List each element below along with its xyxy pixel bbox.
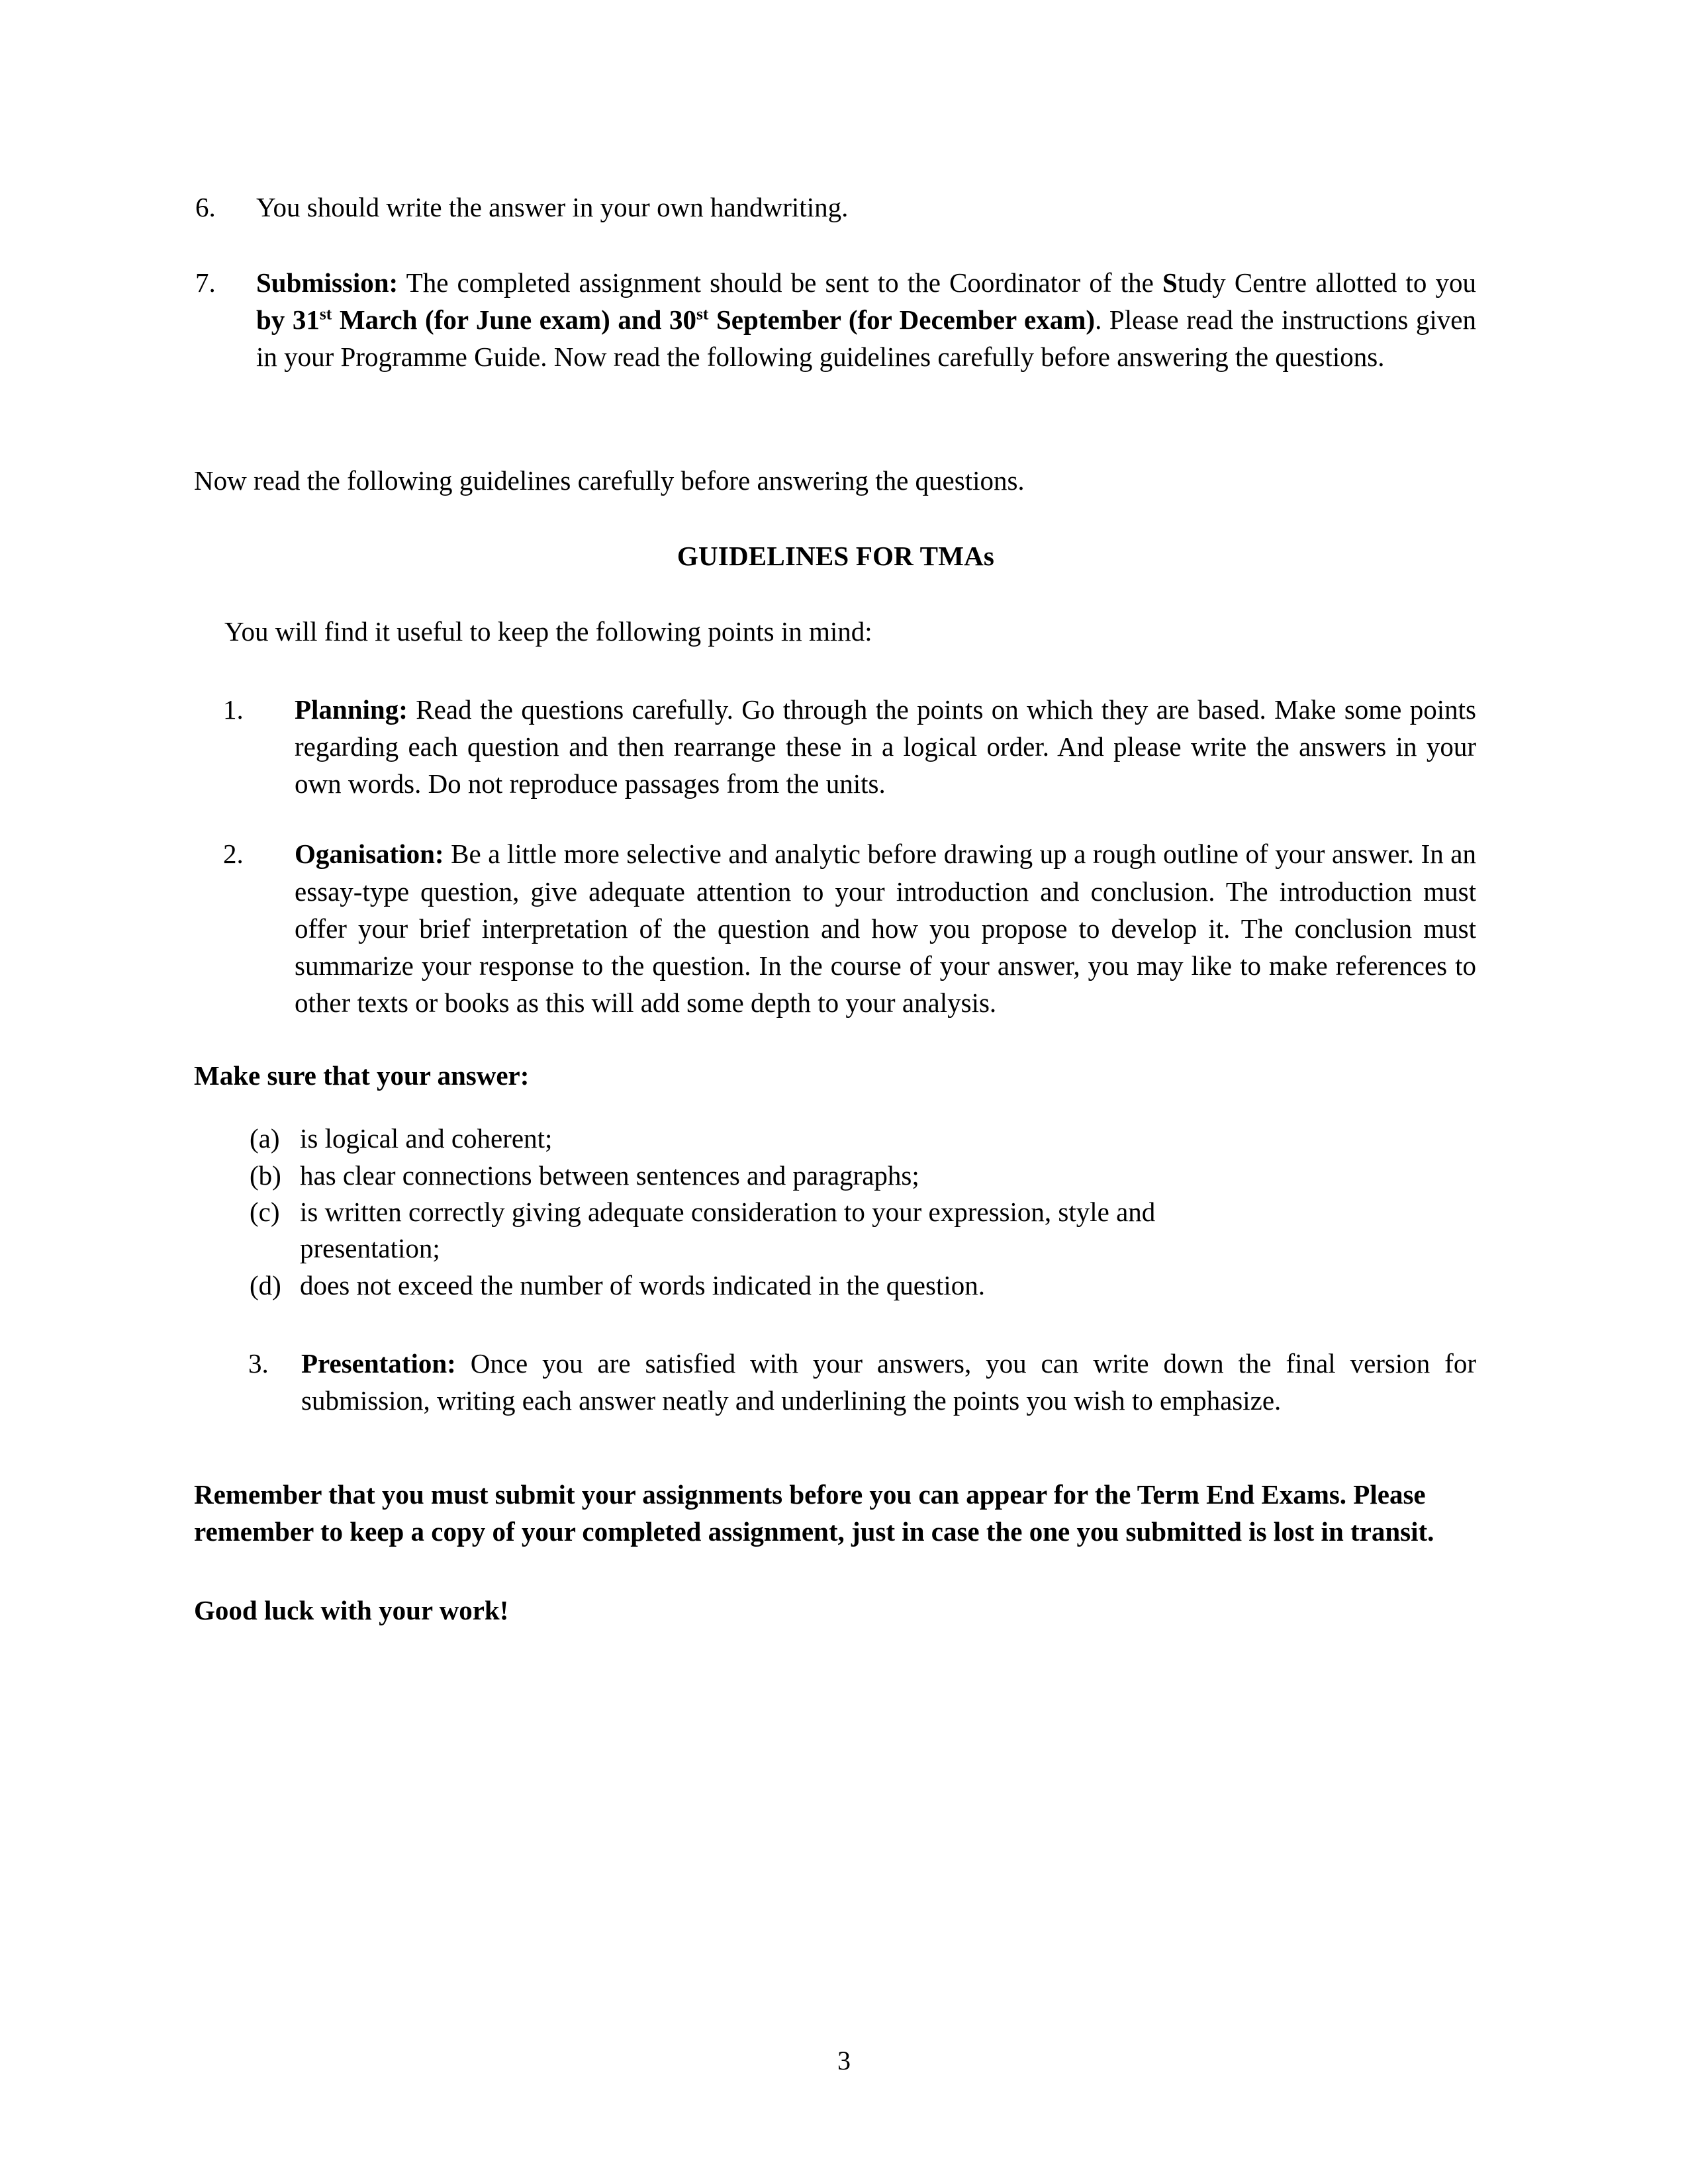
checklist-label-c: (c) xyxy=(250,1196,280,1227)
checklist-text-a: is logical and coherent; xyxy=(300,1123,553,1154)
list-item xyxy=(195,1194,1160,1267)
checklist-text-c: is written correctly giving adequate consideration to your expression, style and presentation; xyxy=(300,1196,1156,1264)
guideline-1-label: Planning: xyxy=(295,694,408,725)
item-7-deadline-march xyxy=(256,304,1095,335)
checklist-text-d: does not exceed the number of words indicated in the question. xyxy=(300,1269,985,1300)
item-7-t1: The completed assignment should be sent to the Coordinator of the xyxy=(398,267,1162,298)
guideline-3-body: Once you are satisfied with your answers, you can write down the final version for submission, writing each answer neatly and underlining the points you wish to emphasize. xyxy=(301,1347,1476,1416)
item-7-b2: March (for June exam) and 30 xyxy=(332,304,697,336)
item-7-b1: by 31 xyxy=(256,304,320,336)
item-7-bold-s: S xyxy=(1162,267,1178,298)
checklist-label-d: (d) xyxy=(250,1269,281,1300)
guideline-3-label: Presentation: xyxy=(301,1347,456,1379)
spacer-before-list xyxy=(195,650,1476,691)
useful-points-line: You will find it useful to keep the following points in mind: xyxy=(224,615,872,647)
checklist-text-b: has clear connections between sentences and paragraphs; xyxy=(300,1160,919,1191)
spacer-before-guideline-3 xyxy=(195,1304,1476,1345)
guideline-2-body: Be a little more selective and analytic before drawing up a rough outline of your answer. In an essay-type question, give adequate attention to your introduction and conclusion. The introduction must offer your brief interpretation of the question and how you propose to develop it. The conclusion must summarize your response to the question. In the course of your answer, you may like to make references to other texts or books as this will add some depth to your analysis. xyxy=(295,839,1476,1019)
intro-line: Now read the following guidelines carefully before answering the questions. xyxy=(194,465,1025,496)
answer-checklist xyxy=(195,1120,1476,1304)
list-item xyxy=(195,1267,1476,1304)
item-7-sup-st-2: st xyxy=(696,304,709,324)
guideline-2-number: 2. xyxy=(223,839,244,870)
spacer-before-remember xyxy=(195,1459,1476,1476)
item-6-number: 6. xyxy=(195,192,216,222)
guideline-3-number: 3. xyxy=(248,1347,269,1379)
checklist-label-b: (b) xyxy=(250,1160,281,1191)
spacer-before-goodluck xyxy=(195,1551,1476,1592)
item-7-sup-st-1: st xyxy=(319,304,332,324)
item-7-t3: . Please read the instructions given in your Programme Guide. Now read the following guidelines carefully before answering the questions. xyxy=(256,304,1476,373)
list-item xyxy=(195,1120,1476,1157)
item-6-text: You should write the answer in your own handwriting. xyxy=(256,192,849,222)
spacer-before-checklist xyxy=(195,1091,1476,1120)
spacer-after-item-7 xyxy=(195,376,1476,433)
guideline-1-text xyxy=(295,691,1476,802)
guideline-1-body: Read the questions carefully. Go through the points on which they are based. Make some points regarding each question and then rearrange these in a logical order. And please write the answers in your own words. Do not reproduce passages from the units. xyxy=(295,694,1476,799)
list-item xyxy=(195,1158,1476,1194)
guideline-2-text xyxy=(295,835,1476,1021)
numbered-item-7 xyxy=(195,264,1476,375)
item-7-label: Submission: xyxy=(256,267,399,298)
guidelines-heading: GUIDELINES FOR TMAs xyxy=(677,540,995,571)
guideline-2-label: Oganisation: xyxy=(295,839,444,870)
good-luck-line: Good luck with your work! xyxy=(194,1594,509,1625)
item-7-number: 7. xyxy=(195,267,216,298)
page-number: 3 xyxy=(837,2046,851,2075)
guideline-3-text xyxy=(301,1345,1476,1419)
page-content xyxy=(195,189,1476,1629)
spacer-before-heading xyxy=(195,499,1476,540)
guideline-1-number: 1. xyxy=(223,694,244,725)
guideline-item-1 xyxy=(195,691,1476,802)
item-7-text xyxy=(256,264,1476,375)
item-7-b3: September (for December exam) xyxy=(708,304,1096,336)
numbered-item-6 xyxy=(195,189,1476,226)
spacer-b xyxy=(195,433,1476,462)
spacer-after-heading xyxy=(195,572,1476,613)
remember-block: Remember that you must submit your assignments before you can appear for the Term End Exams. Please remember to keep a copy of your completed assignment, just in case the one you submitted is lost in transit. xyxy=(194,1479,1434,1547)
item-7-t2: tudy Centre allotted to you xyxy=(1177,267,1476,298)
make-sure-heading: Make sure that your answer: xyxy=(194,1060,530,1091)
guideline-item-2 xyxy=(195,835,1476,1021)
guideline-item-3 xyxy=(195,1345,1476,1419)
checklist-label-a: (a) xyxy=(250,1123,280,1154)
